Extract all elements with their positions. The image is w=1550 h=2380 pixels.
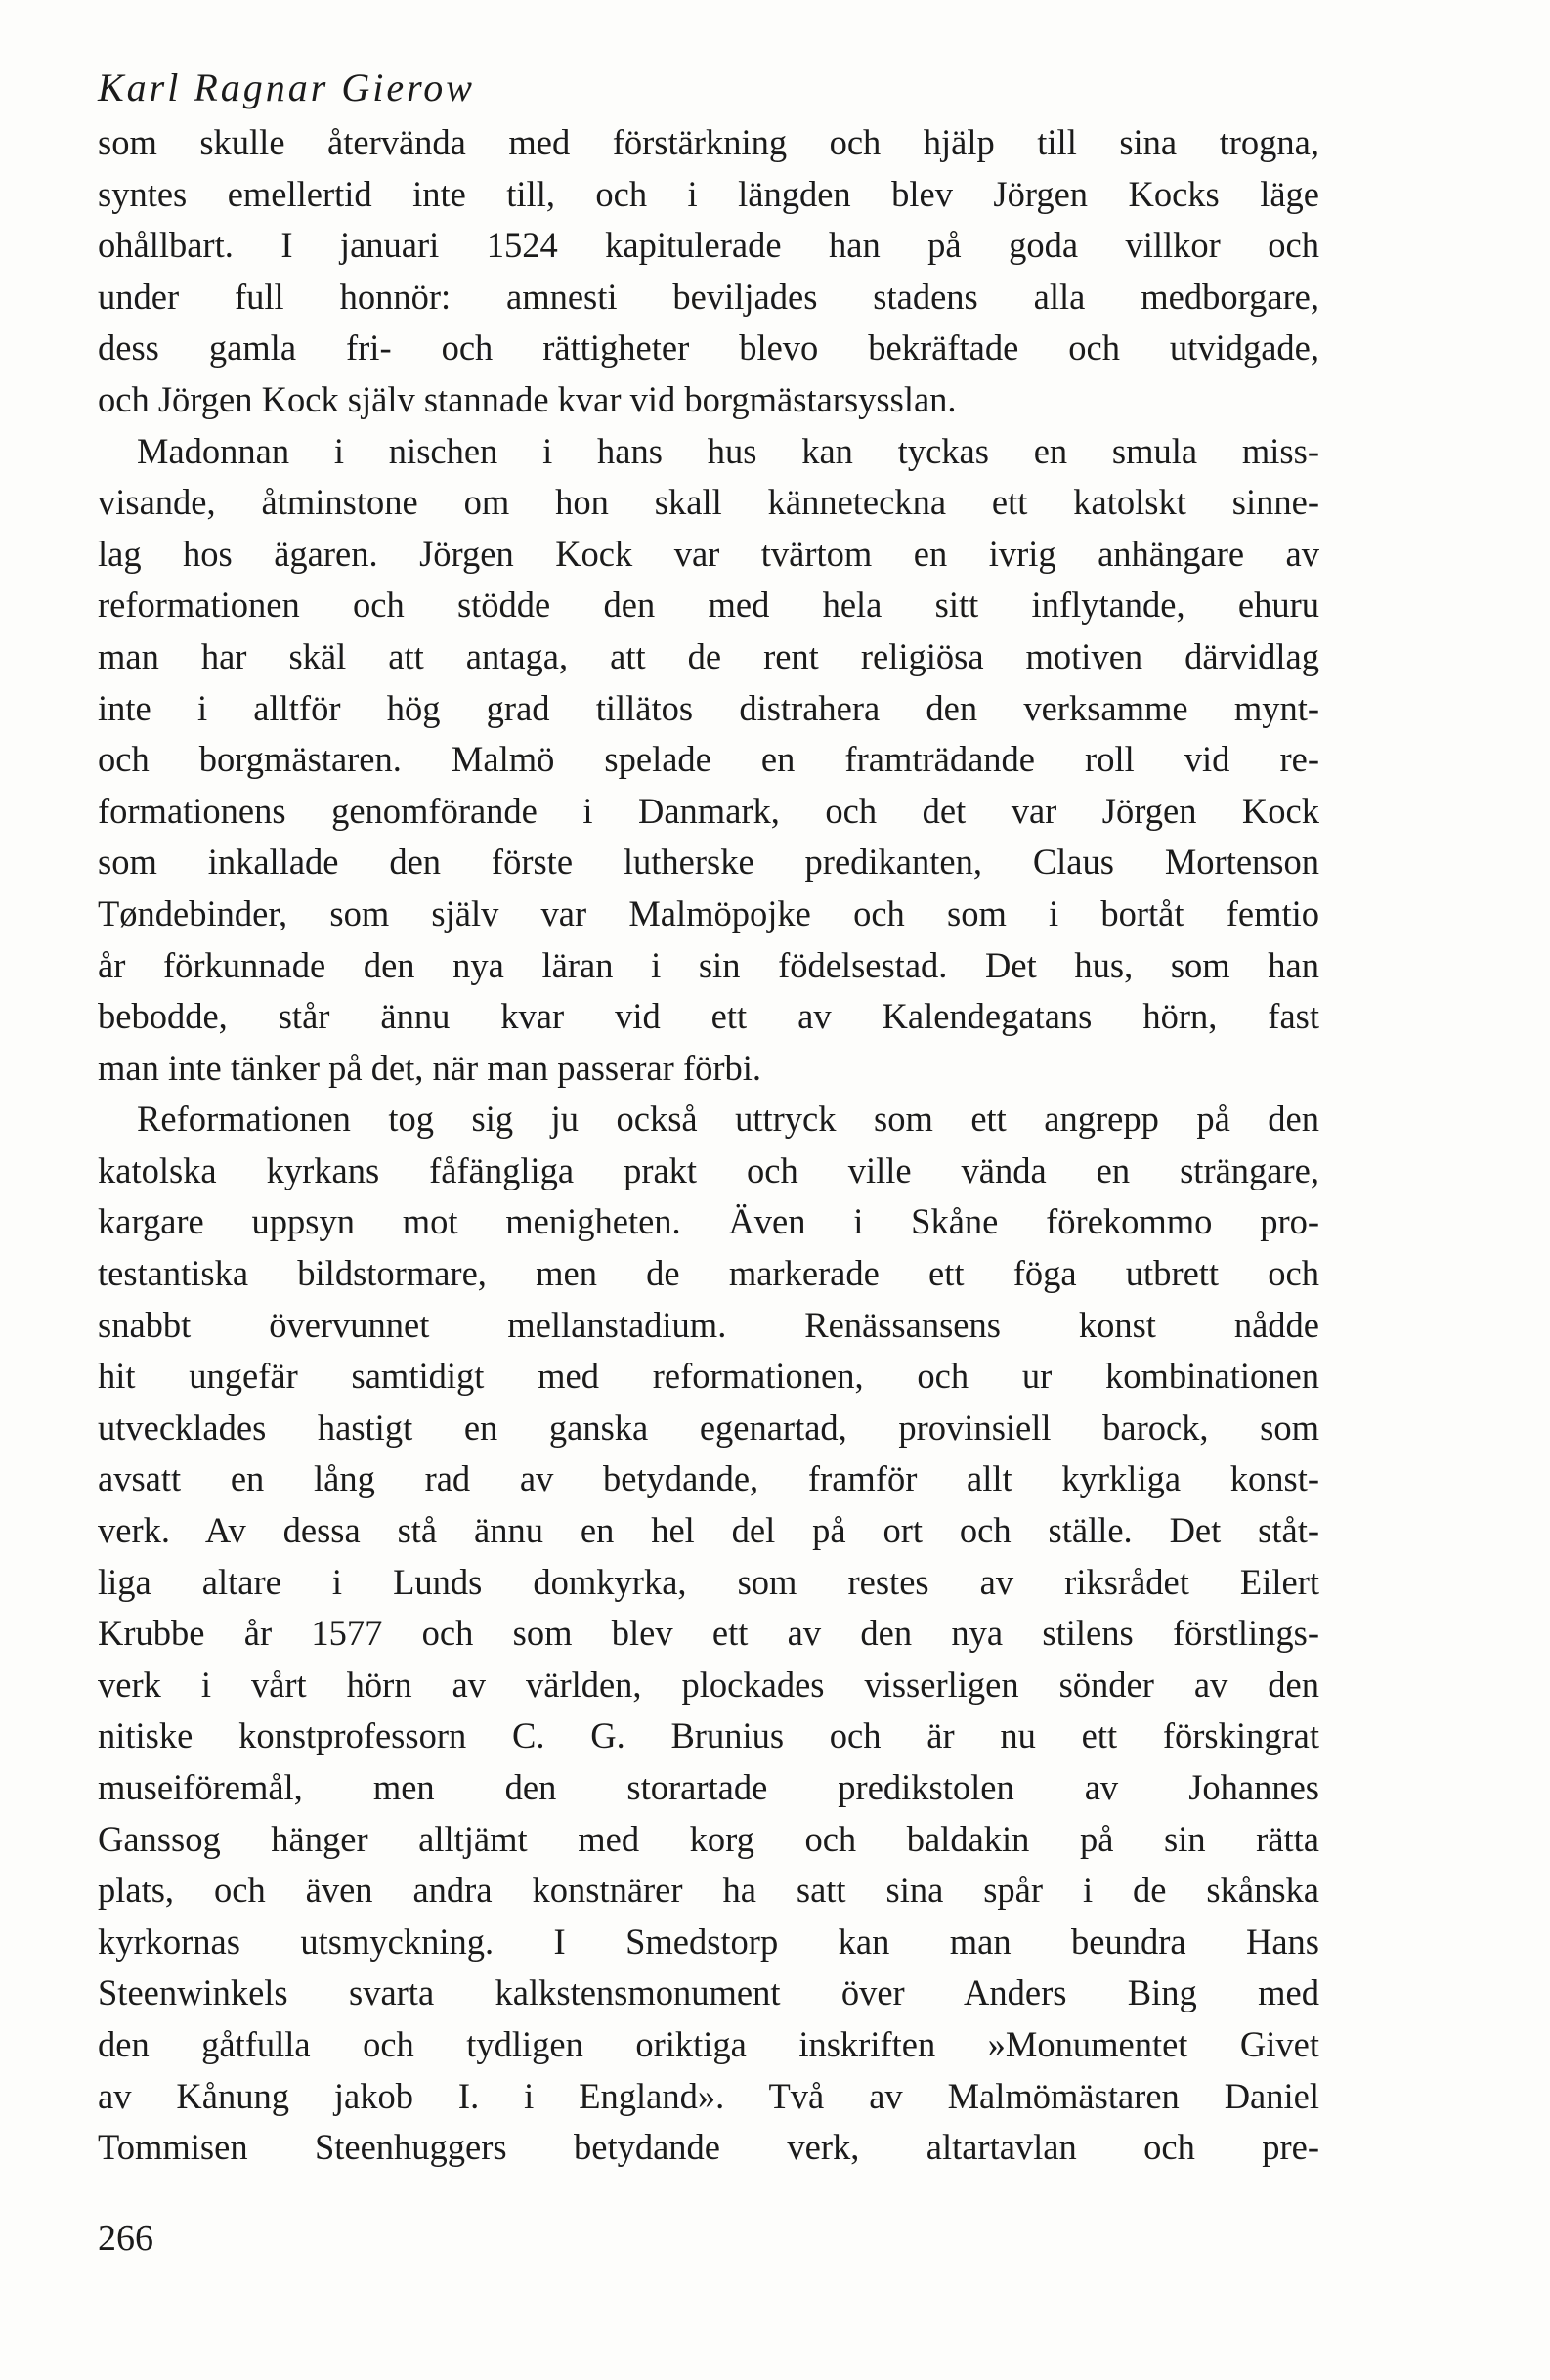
text-line: testantiska bildstormare, men de markerade ett föga utbrett och (98, 1253, 1319, 1294)
text-line: Tøndebinder, som själv var Malmöpojke och som i bortåt femtio (98, 892, 1319, 933)
text-line: hit ungefär samtidigt med reformationen, och ur kombinationen (98, 1356, 1319, 1397)
text-line: år förkunnade den nya läran i sin födelsestad. Det hus, som han (98, 944, 1319, 985)
text-line: kyrkornas utsmyckning. I Smedstorp kan man beundra Hans (98, 1921, 1319, 1962)
running-head: Karl Ragnar Gierow (98, 65, 475, 109)
text-line: lag hos ägaren. Jörgen Kock var tvärtom en ivrig anhängare av (98, 533, 1319, 574)
text-line: formationens genomförande i Danmark, och det var Jörgen Kock (98, 790, 1319, 831)
text-line: syntes emellertid inte till, och i längden blev Jörgen Kocks läge (98, 173, 1319, 214)
text-line: Ganssog hänger alltjämt med korg och baldakin på sin rätta (98, 1818, 1319, 1859)
text-line: och Jörgen Kock själv stannade kvar vid borgmästarsysslan. (98, 378, 957, 419)
text-line: Madonnan i nischen i hans hus kan tyckas en smula miss- (137, 430, 1319, 471)
text-line: museiföremål, men den storartade predikstolen av Johannes (98, 1767, 1319, 1807)
text-line: plats, och även andra konstnärer ha satt sina spår i de skånska (98, 1870, 1319, 1911)
text-line: avsatt en lång rad av betydande, framför allt kyrkliga konst- (98, 1458, 1319, 1499)
text-line: inte i alltför hög grad tillätos distrahera den verksamme mynt- (98, 687, 1319, 728)
text-line: Tommisen Steenhuggers betydande verk, altartavlan och pre- (98, 2127, 1319, 2168)
text-line: under full honnör: amnesti beviljades stadens alla medborgare, (98, 276, 1319, 317)
text-line: och borgmästaren. Malmö spelade en framträdande roll vid re- (98, 739, 1319, 780)
text-line: man inte tänker på det, när man passerar förbi. (98, 1047, 762, 1088)
text-line: reformationen och stödde den med hela sitt inflytande, ehuru (98, 584, 1319, 626)
text-line: man har skäl att antaga, att de rent religiösa motiven därvidlag (98, 635, 1319, 676)
text-line: av Kånung jakob I. i England». Två av Malmömästaren Daniel (98, 2075, 1319, 2116)
text-line: verk. Av dessa stå ännu en hel del på ort och ställe. Det ståt- (98, 1510, 1319, 1551)
text-line: katolska kyrkans fåfängliga prakt och ville vända en strängare, (98, 1149, 1319, 1190)
text-line: som skulle återvända med förstärkning och hjälp till sina trogna, (98, 122, 1319, 162)
text-line: snabbt övervunnet mellanstadium. Renässansens konst nådde (98, 1304, 1319, 1345)
text-line: Krubbe år 1577 och som blev ett av den nya stilens förstlings- (98, 1613, 1319, 1654)
text-line: liga altare i Lunds domkyrka, som restes av riksrådet Eilert (98, 1561, 1319, 1602)
text-line: den gåtfulla och tydligen oriktiga inskriften »Monumentet Givet (98, 2023, 1319, 2064)
text-line: Steenwinkels svarta kalkstensmonument över Anders Bing med (98, 1972, 1319, 2013)
text-line: nitiske konstprofessorn C. G. Brunius och är nu ett förskingrat (98, 1715, 1319, 1756)
text-line: verk i vårt hörn av världen, plockades visserligen sönder av den (98, 1664, 1319, 1705)
text-line: som inkallade den förste lutherske predikanten, Claus Mortenson (98, 842, 1319, 883)
text-line: ohållbart. I januari 1524 kapitulerade han på goda villkor och (98, 225, 1319, 266)
text-line: bebodde, står ännu kvar vid ett av Kalendegatans hörn, fast (98, 996, 1319, 1037)
page-number: 266 (98, 2218, 153, 2259)
text-line: Reformationen tog sig ju också uttryck som ett angrepp på den (137, 1099, 1319, 1140)
text-line: dess gamla fri- och rättigheter blevo bekräftade och utvidgade, (98, 327, 1319, 368)
text-line: utvecklades hastigt en ganska egenartad, provinsiell barock, som (98, 1406, 1319, 1448)
text-line: kargare uppsyn mot menigheten. Även i Skåne förekommo pro- (98, 1201, 1319, 1242)
text-line: visande, åtminstone om hon skall känneteckna ett katolskt sinne- (98, 482, 1319, 523)
body-text (98, 117, 1319, 2174)
